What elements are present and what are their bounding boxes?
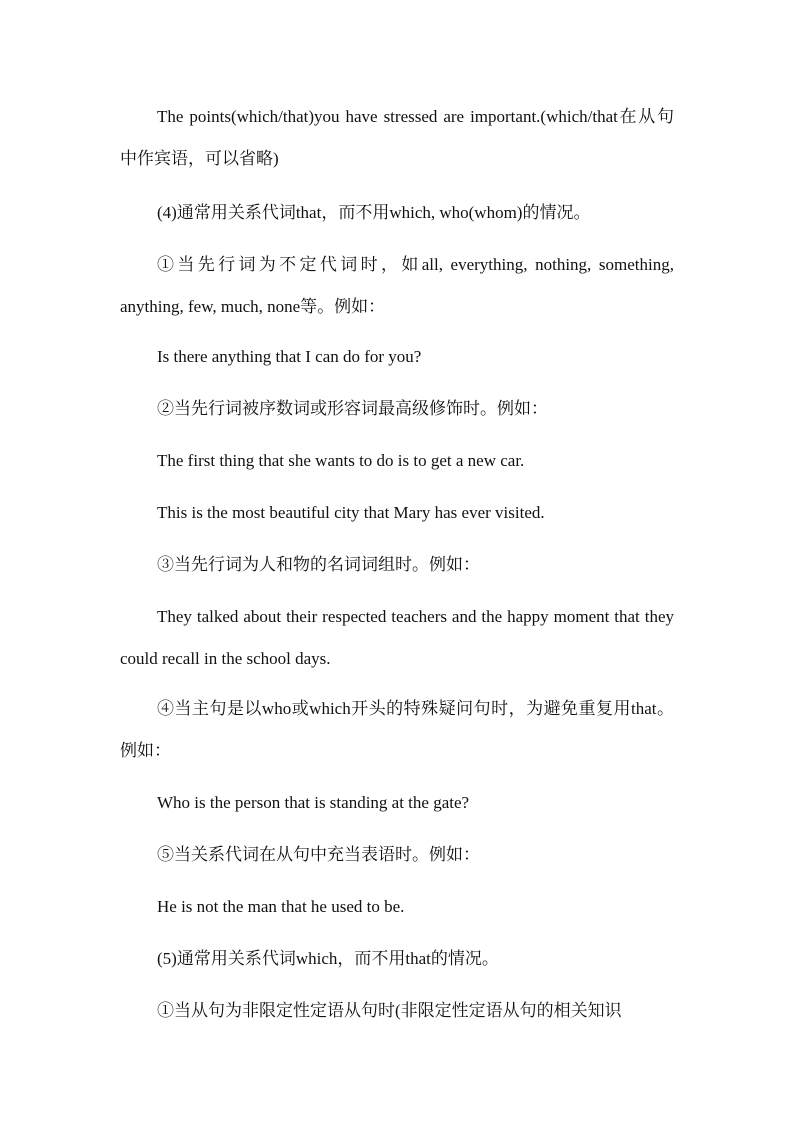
paragraph-rule-4-heading: (4)通常用关系代词that，而不用which, who(whom)的情况。 (157, 203, 591, 222)
paragraph-example-teachers: They talked about their respected teachers and the happy moment that they could recall in the school days. (120, 607, 674, 668)
paragraph-rule-5-heading: (5)通常用关系代词which，而不用that的情况。 (157, 949, 499, 968)
paragraph-rule-4-item-3: ③当先行词为人和物的名词词组时。例如： (157, 555, 480, 574)
paragraph-example-points: The points(which/that)you have stressed are important.(which/that在从句中作宾语，可以省略) (120, 107, 674, 168)
paragraph-example-gate: Who is the person that is standing at the gate? (157, 793, 470, 812)
paragraph-example-first-thing: The first thing that she wants to do is to get a new car. (157, 451, 525, 470)
paragraph-rule-4-item-5: ⑤当关系代词在从句中充当表语时。例如： (157, 845, 480, 864)
paragraph-rule-4-item-4: ④当主句是以who或which开头的特殊疑问句时，为避免重复用that。例如： (120, 699, 674, 760)
paragraph-rule-5-item-1: ①当从句为非限定性定语从句时(非限定性定语从句的相关知识 (157, 1001, 622, 1020)
paragraph-example-man: He is not the man that he used to be. (157, 897, 405, 916)
paragraph-rule-4-item-2: ②当先行词被序数词或形容词最高级修饰时。例如： (157, 399, 548, 418)
paragraph-example-anything: Is there anything that I can do for you? (157, 347, 422, 366)
paragraph-rule-4-item-1: ①当先行词为不定代词时，如all, everything, nothing, something, anything, few, much, none等。例如： (120, 255, 674, 316)
paragraph-example-beautiful-city: This is the most beautiful city that Mary has ever visited. (157, 503, 545, 522)
